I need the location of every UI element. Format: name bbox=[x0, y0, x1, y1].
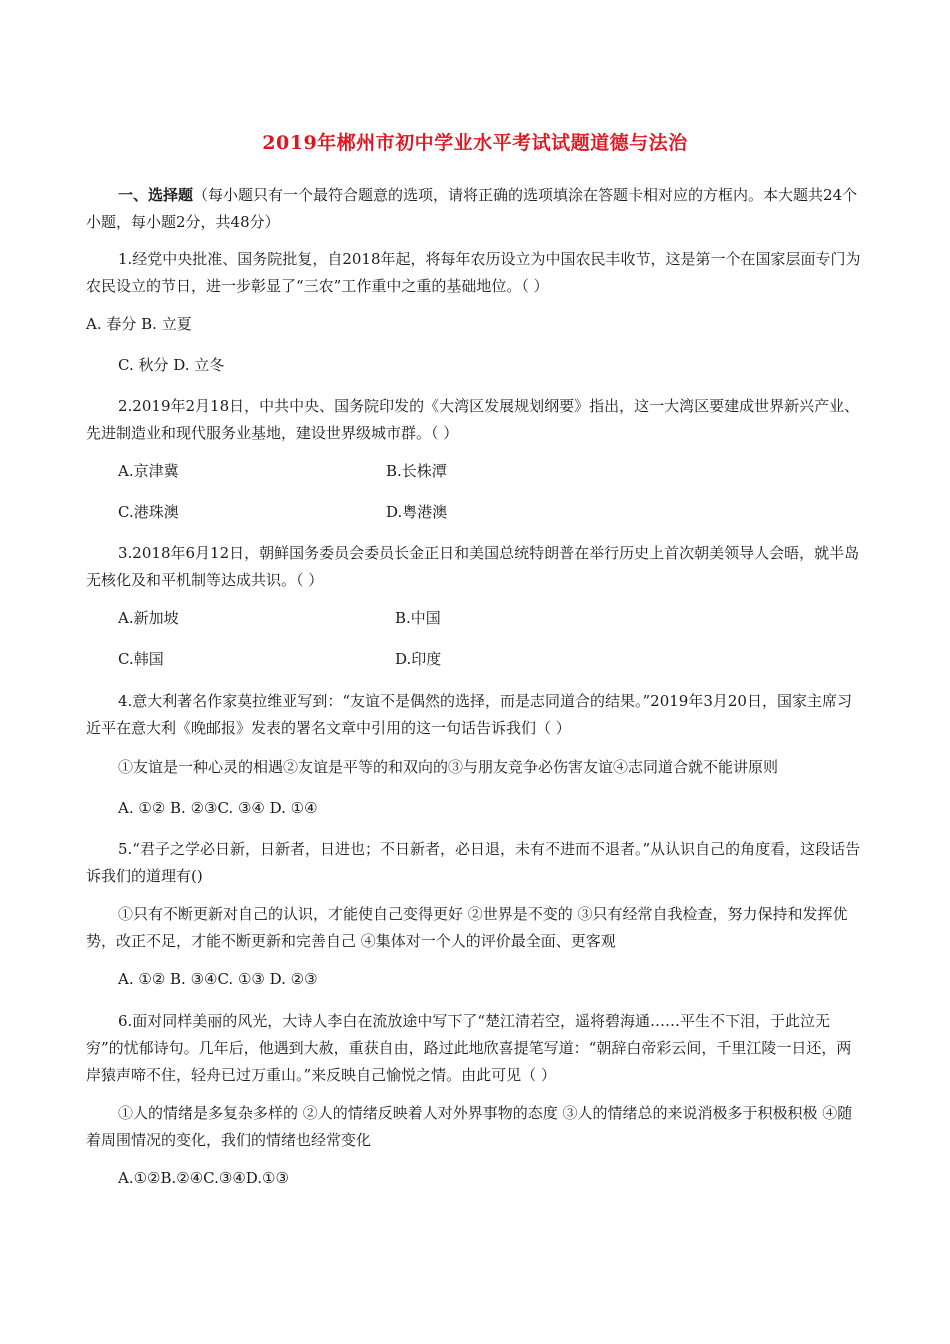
page-title: 2019年郴州市初中学业水平考试试题道德与法治 bbox=[262, 132, 688, 154]
question-2-option-b: B.长株潭 bbox=[386, 462, 447, 480]
question-3-option-d: D.印度 bbox=[395, 650, 442, 668]
question-1-stem: 1.经党中央批准、国务院批复，自2018年起，将每年农历设立为中国农民丰收节，这是第一个在国家层面专门为农民设立的节日，进一步彰显了“三农”工作重中之重的基础地位。（ ） bbox=[86, 250, 861, 295]
question-2-option-c: C.港珠澳 bbox=[118, 503, 179, 521]
question-2-option-a: A.京津冀 bbox=[118, 462, 179, 480]
question-1-options-cd: C. 秋分 D. 立冬 bbox=[118, 356, 225, 374]
section-heading: 一、选择题 bbox=[118, 186, 194, 204]
question-3-option-b: B.中国 bbox=[395, 609, 441, 627]
question-1-options-ab: A. 春分 B. 立夏 bbox=[86, 315, 192, 333]
question-6-options: A.①②B.②④C.③④D.①③ bbox=[118, 1169, 289, 1187]
question-4-stem: 4.意大利著名作家莫拉维亚写到：“友谊不是偶然的选择，而是志同道合的结果。”2019年3月20日，国家主席习近平在意大利《晚邮报》发表的署名文章中引用的这一句话告诉我们（ ） bbox=[86, 692, 852, 737]
question-3-stem: 3.2018年6月12日，朝鲜国务委员会委员长金正日和美国总统特朗普在举行历史上首次朝美领导人会晤，就半岛无核化及和平机制等达成共识。（ ） bbox=[86, 544, 860, 589]
section-instructions bbox=[86, 182, 866, 236]
question-6-stem: 6.面对同样美丽的风光，大诗人李白在流放途中写下了“楚江清若空，遥将碧海通……平生不下泪，于此泣无穷”的忧郁诗句。几年后，他遇到大赦，重获自由，路过此地欣喜提笔写道：“朝辞白帝彩云间，千里江陵一日还，两岸猿声啼不住，轻舟已过万重山。”来反映自己愉悦之情。由此可见（ ） bbox=[86, 1012, 852, 1084]
question-6-items: ①人的情绪是多复杂多样的 ②人的情绪反映着人对外界事物的态度 ③人的情绪总的来说消极多于积极积极 ④随着周围情况的变化，我们的情绪也经常变化 bbox=[86, 1104, 853, 1149]
question-3-option-a: A.新加坡 bbox=[118, 609, 179, 627]
question-5-stem: 5.“君子之学必日新，日新者，日进也；不日新者，必日退，未有不进而不退者。”从认识自己的角度看，这段话告诉我们的道理有() bbox=[86, 840, 861, 885]
section-instructions-text: （每小题只有一个最符合题意的选项，请将正确的选项填涂在答题卡相对应的方框内。本大题共24个小题，每小题2分，共48分） bbox=[86, 186, 858, 231]
question-4-items: ①友谊是一种心灵的相遇②友谊是平等的和双向的③与朋友竞争必伤害友谊④志同道合就不能讲原则 bbox=[118, 758, 779, 776]
question-4-options: A. ①② B. ②③C. ③④ D. ①④ bbox=[118, 799, 318, 817]
question-5-options: A. ①② B. ③④C. ①③ D. ②③ bbox=[118, 970, 318, 988]
question-2-stem: 2.2019年2月18日，中共中央、国务院印发的《大湾区发展规划纲要》指出，这一大湾区要建成世界新兴产业、先进制造业和现代服务业基地，建设世界级城市群。（ ） bbox=[86, 397, 860, 442]
question-5-items: ①只有不断更新对自己的认识，才能使自己变得更好 ②世界是不变的 ③只有经常自我检查，努力保持和发挥优势，改正不足，才能不断更新和完善自己 ④集体对一个人的评价最全面、更客观 bbox=[86, 905, 848, 950]
question-2-option-d: D.粤港澳 bbox=[386, 503, 448, 521]
question-3-option-c: C.韩国 bbox=[118, 650, 164, 668]
